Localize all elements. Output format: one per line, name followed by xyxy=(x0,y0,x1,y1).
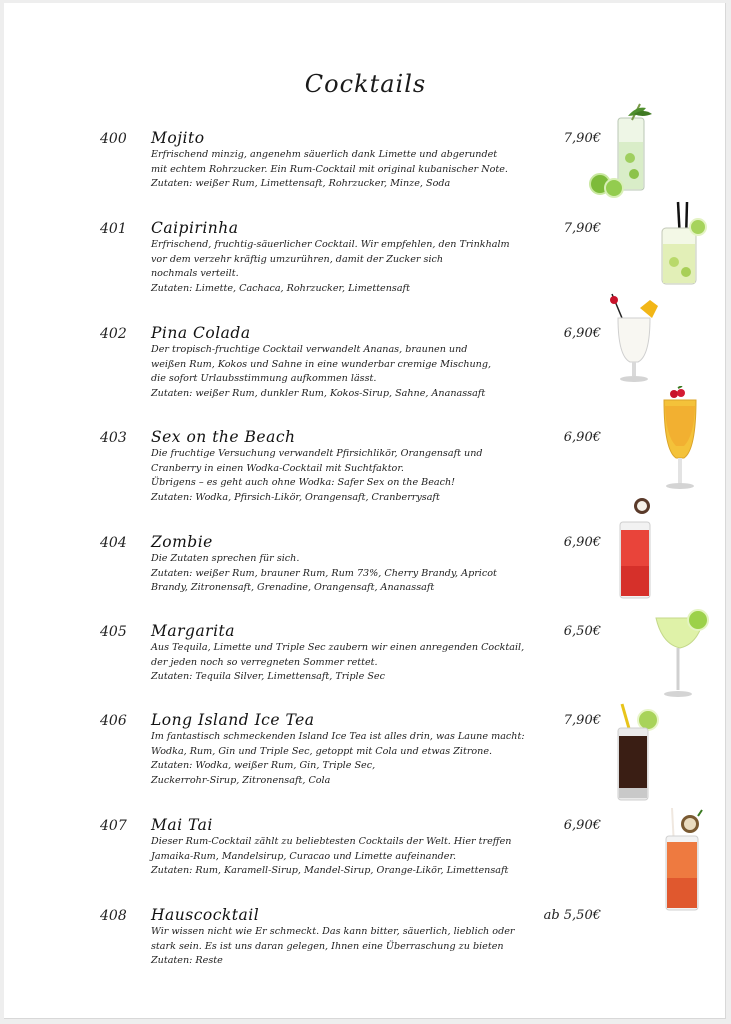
item-description xyxy=(151,641,551,685)
description-line: Die fruchtige Versuchung verwandelt Pfirsichlikör, Orangensaft und xyxy=(151,448,483,459)
item-name: Hauscocktail xyxy=(151,906,260,924)
item-number: 405 xyxy=(100,624,127,640)
item-description xyxy=(151,730,551,788)
item-number: 401 xyxy=(100,221,127,237)
margarita-glass-icon xyxy=(652,604,712,700)
description-line: Der tropisch-fruchtige Cocktail verwandelt Ananas, braunen und xyxy=(151,344,468,355)
description-line: Zutaten: weißer Rum, brauner Rum, Rum 73%, Cherry Brandy, Apricot xyxy=(151,567,497,579)
description-line: Zutaten: Rum, Karamell-Sirup, Mandel-Sirup, Orange-Likör, Limettensaft xyxy=(151,865,509,877)
item-description xyxy=(151,238,551,296)
mojito-glass-icon xyxy=(588,102,656,198)
item-price: ab 5,50€ xyxy=(543,908,601,923)
item-description xyxy=(151,552,551,596)
item-number: 403 xyxy=(100,430,127,446)
item-number: 408 xyxy=(100,908,127,924)
item-price: 7,90€ xyxy=(563,221,601,236)
description-line: nochmals verteilt. xyxy=(151,268,239,280)
description-line: Zutaten: Wodka, weißer Rum, Gin, Triple Sec, xyxy=(151,760,376,772)
pina-colada-glass-icon xyxy=(606,290,666,384)
item-description xyxy=(151,835,551,879)
description-line: mit echtem Rohrzucker. Ein Rum-Cocktail mit original kubanischer Note. xyxy=(151,163,508,175)
description-line: stark sein. Es ist uns daran gelegen, Ihnen eine Überraschung zu bieten xyxy=(151,940,504,952)
item-price: 6,90€ xyxy=(563,430,601,445)
description-line: der jeden noch so verregneten Sommer rettet. xyxy=(151,656,378,668)
description-line: Wir wissen nicht wie Er schmeckt. Das kann bitter, säuerlich, lieblich oder xyxy=(151,926,515,937)
description-line: Erfrischend minzig, angenehm säuerlich dank Limette und abgerundet xyxy=(151,149,498,160)
item-number: 402 xyxy=(100,326,127,342)
item-price: 6,90€ xyxy=(563,535,601,550)
item-price: 6,50€ xyxy=(563,624,601,639)
description-line: Erfrischend, fruchtig-säuerlicher Cocktail. Wir empfehlen, den Trinkhalm xyxy=(151,239,510,250)
description-line: Cranberry in einen Wodka-Cocktail mit Suchtfaktor. xyxy=(151,462,404,474)
item-name: Mai Tai xyxy=(151,816,213,834)
item-name: Mojito xyxy=(151,129,205,147)
item-description xyxy=(151,925,551,969)
description-line: Zutaten: weißer Rum, Limettensaft, Rohrzucker, Minze, Soda xyxy=(151,178,451,190)
description-line: Jamaika-Rum, Mandelsirup, Curacao und Limette aufeinander. xyxy=(151,850,457,862)
caipirinha-glass-icon xyxy=(656,200,710,290)
item-description xyxy=(151,148,551,192)
description-line: die sofort Urlaubsstimmung aufkommen lässt. xyxy=(151,373,377,385)
description-line: vor dem verzehr kräftig umzurühren, damit der Zucker sich xyxy=(151,253,444,265)
item-name: Caipirinha xyxy=(151,219,239,237)
page-title: Cocktails xyxy=(304,70,427,98)
sex-on-the-beach-glass-icon xyxy=(660,386,700,492)
item-name: Pina Colada xyxy=(151,324,251,342)
description-line: Im fantastisch schmeckenden Island Ice Tea ist alles drin, was Laune macht: xyxy=(151,731,525,742)
item-description xyxy=(151,343,551,401)
zombie-glass-icon xyxy=(616,494,658,602)
item-price: 7,90€ xyxy=(563,713,601,728)
item-number: 400 xyxy=(100,131,127,147)
description-line: Dieser Rum-Cocktail zählt zu beliebtesten Cocktails der Welt. Hier treffen xyxy=(151,836,512,847)
item-price: 6,90€ xyxy=(563,326,601,341)
description-line: Wodka, Rum, Gin und Triple Sec, getoppt mit Cola und etwas Zitrone. xyxy=(151,745,493,757)
mai-tai-glass-icon xyxy=(662,806,712,912)
description-line: Übrigens – es geht auch ohne Wodka: Safer Sex on the Beach! xyxy=(151,477,456,489)
description-line: Zutaten: Wodka, Pfirsich-Likör, Orangensaft, Cranberrysaft xyxy=(151,491,440,503)
item-name: Long Island Ice Tea xyxy=(151,711,315,729)
description-line: Zuckerrohr-Sirup, Zitronensaft, Cola xyxy=(151,774,331,786)
description-line: Zutaten: Limette, Cachaca, Rohrzucker, Limettensaft xyxy=(151,282,410,294)
item-price: 7,90€ xyxy=(563,131,601,146)
description-line: Zutaten: Tequila Silver, Limettensaft, Triple Sec xyxy=(151,671,385,683)
item-number: 406 xyxy=(100,713,127,729)
long-island-glass-icon xyxy=(612,702,662,804)
item-name: Margarita xyxy=(151,622,236,640)
description-line: weißen Rum, Kokos und Sahne in eine wunderbar cremige Mischung, xyxy=(151,358,492,370)
item-description xyxy=(151,447,551,505)
item-name: Sex on the Beach xyxy=(151,428,296,446)
description-line: Aus Tequila, Limette und Triple Sec zaubern wir einen anregenden Cocktail, xyxy=(151,642,525,653)
description-line: Brandy, Zitronensaft, Grenadine, Orangensaft, Ananassaft xyxy=(151,582,435,594)
description-line: Zutaten: weißer Rum, dunkler Rum, Kokos-Sirup, Sahne, Ananassaft xyxy=(151,387,486,399)
item-number: 407 xyxy=(100,818,127,834)
item-name: Zombie xyxy=(151,533,213,551)
description-line: Die Zutaten sprechen für sich. xyxy=(151,553,300,564)
item-price: 6,90€ xyxy=(563,818,601,833)
description-line: Zutaten: Reste xyxy=(151,955,223,967)
item-number: 404 xyxy=(100,535,127,551)
